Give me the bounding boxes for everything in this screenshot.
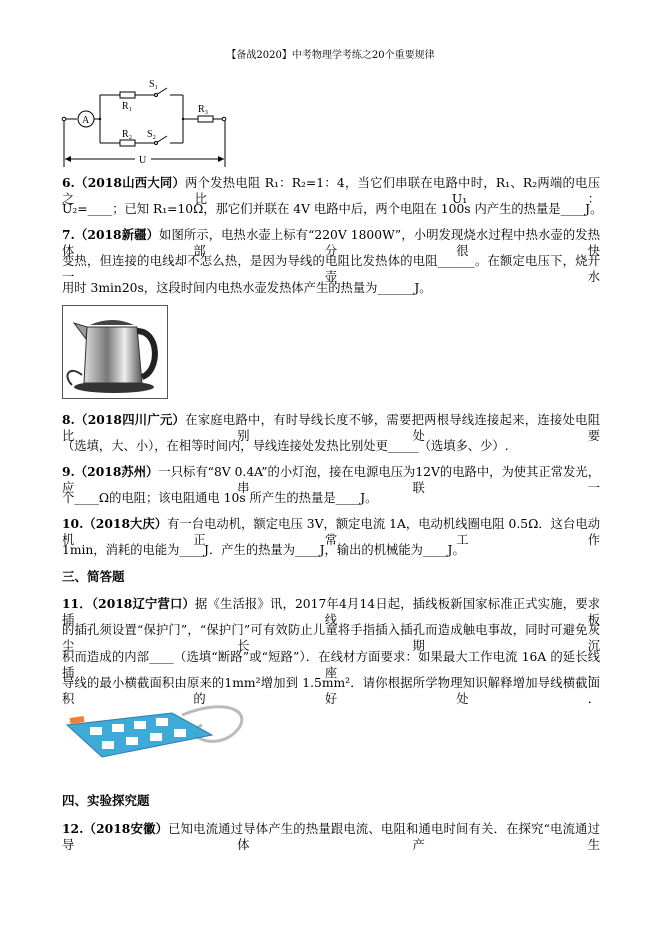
power-strip-image	[62, 695, 257, 767]
q8-line-2: （选填，大、小），在相等时间内，导线连接处发热比别处更_____（选填多、少）.	[62, 439, 509, 453]
q8-line-1: 8.（2018四川广元）在家庭电路中，有时导线长度不够，需要把两根导线连接起来，连接处电阻比别处要	[62, 412, 600, 443]
q7-line-1: 7.（2018新疆）如图所示，电热水壶上标有“220V 1800W”，小明发现烧水过程中热水壶的发热体部分很快	[62, 227, 601, 258]
section-experiment: 四、实验探究题	[62, 793, 150, 808]
q9-line-1: 9.（2018苏州）一只标有“8V 0.4A”的小灯泡，接在电源电压为12V的电路中，为使其正常发光，应串联一	[62, 464, 600, 495]
q11-line-3: 积而造成的内部____（选填“断路”或“短路”）．在线材方面要求：如果最大工作电流 16A 的延长线插座，	[62, 650, 600, 680]
page-header: 【备战2020】中考物理学考练之20个重要规律	[226, 50, 435, 61]
q7-line-2: 变热，但连接的电线却不怎么热，是因为导线的电阻比发热体的电阻______。在额定电压下，烧开一壶水	[62, 254, 600, 284]
q11-line-1: 11．（2018辽宁营口）据《生活报》讯，2017年4月14日起，插线板新国家标准正式实施，要求插线板	[62, 596, 600, 627]
q11-line-2: 的插孔须设置“保护门”，“保护门”可有效防止儿童将手指插入插孔而造成触电事故，同时可避免灰尘长期沉	[62, 623, 600, 653]
q6-line-2: U₂=____；已知 R₁=10Ω，那它们并联在 4V 电路中后，两个电阻在 100s 内产生的热量是____J。	[62, 202, 603, 216]
section-short-answer: 三、简答题	[62, 569, 125, 584]
q9-line-2: 个____Ω的电阻；该电阻通电 10s 所产生的热量是____J。	[62, 491, 378, 505]
q10-line-1: 10.（2018大庆）有一台电动机，额定电压 3V，额定电流 1A，电动机线圈电阻 0.5Ω．这台电动机正常工作	[62, 516, 600, 547]
q10-line-2: 1min，消耗的电能为____J．产生的热量为____J，输出的机械能为____J。	[62, 543, 465, 557]
r3-label: R₃	[198, 104, 209, 115]
q7-line-3: 用时 3min20s，这段时间内电热水壶发热体产生的热量为______J。	[62, 281, 432, 295]
s2-label: S₂	[147, 129, 157, 140]
r1-label: R₁	[122, 101, 133, 112]
q6-line-1: 6.（2018山西大同）两个发热电阻 R₁：R₂=1：4，当它们串联在电路中时，R₁、R₂两端的电压之比 U₁：	[62, 175, 600, 206]
u-label: U	[139, 155, 147, 166]
s1-label: S₁	[149, 79, 159, 90]
q12-line-1: 12.（2018安徽）已知电流通过导体产生的热量跟电流、电阻和通电时间有关．在探究“电流通过导体产生	[62, 821, 600, 852]
kettle-image	[62, 305, 168, 399]
ammeter-label: A	[82, 115, 90, 126]
r2-label: R₂	[122, 129, 133, 140]
q11-line-4: 导线的最小横截面积由原来的1mm²增加到 1.5mm²．请你根据所学物理知识解释增加导线横截面积的好处．	[62, 676, 600, 706]
circuit-diagram	[55, 75, 235, 167]
